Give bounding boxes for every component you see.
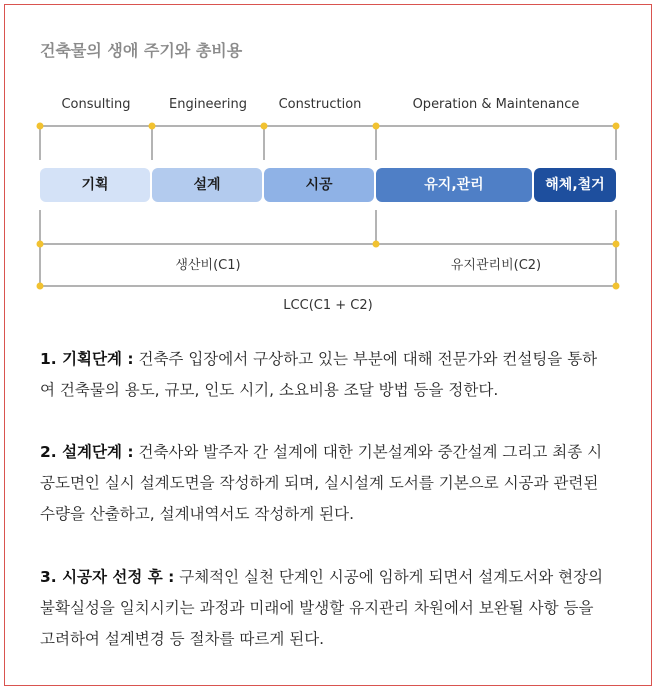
paragraph-text: 건축주 입장에서 구상하고 있는 부분에 대해 전문가와 컨설팅을 통하 <box>133 350 598 368</box>
cost-label-production: 생산비(C1) <box>175 258 241 273</box>
cost-label-maintenance: 유지관리비(C2) <box>450 258 542 273</box>
phase-label-operation-maintenance: Operation & Maintenance <box>412 97 580 112</box>
paragraph-contractor <box>40 562 620 655</box>
paragraph-text: 고려하여 설계변경 등 절차를 따르게 된다. <box>40 630 325 648</box>
paragraph-text: 공도면인 실시 설계도면을 작성하게 되며, 실시설계 도서를 기본으로 시공과 관련된 <box>40 474 599 492</box>
stage-planning: 기획 <box>40 168 150 202</box>
cost-label-total: LCC(C1 + C2) <box>283 298 373 313</box>
paragraph-text: 불확실성을 일치시키는 과정과 미래에 발생할 유지관리 차원에서 보완될 사항 등을 <box>40 599 594 617</box>
paragraph-design <box>40 437 620 530</box>
diagram-title: 건축물의 생애 주기와 총비용 <box>40 41 243 60</box>
paragraph-text: 건축사와 발주자 간 설계에 대한 기본설계와 중간설계 그리고 최종 시 <box>133 443 603 461</box>
paragraph-heading: 3. 시공자 선정 후 : <box>40 568 175 586</box>
paragraph-text: 수량을 산출하고, 설계내역서도 작성하게 된다. <box>40 505 355 523</box>
paragraph-planning <box>40 344 620 406</box>
stage-construction: 시공 <box>264 168 374 202</box>
paragraph-text: 여 건축물의 용도, 규모, 인도 시기, 소요비용 조달 방법 등을 정한다. <box>40 381 499 399</box>
paragraph-text: 구체적인 실천 단계인 시공에 임하게 되면서 설계도서와 현장의 <box>174 568 604 586</box>
stage-maintenance: 유지,관리 <box>376 168 532 202</box>
phase-label-consulting: Consulting <box>61 97 131 112</box>
phase-label-engineering: Engineering <box>169 97 247 112</box>
paragraph-heading: 1. 기획단계 : <box>40 350 134 368</box>
stage-design: 설계 <box>152 168 262 202</box>
phase-label-construction: Construction <box>278 97 362 112</box>
stage-demolition: 해체,철거 <box>534 168 616 202</box>
paragraph-heading: 2. 설계단계 : <box>40 443 134 461</box>
